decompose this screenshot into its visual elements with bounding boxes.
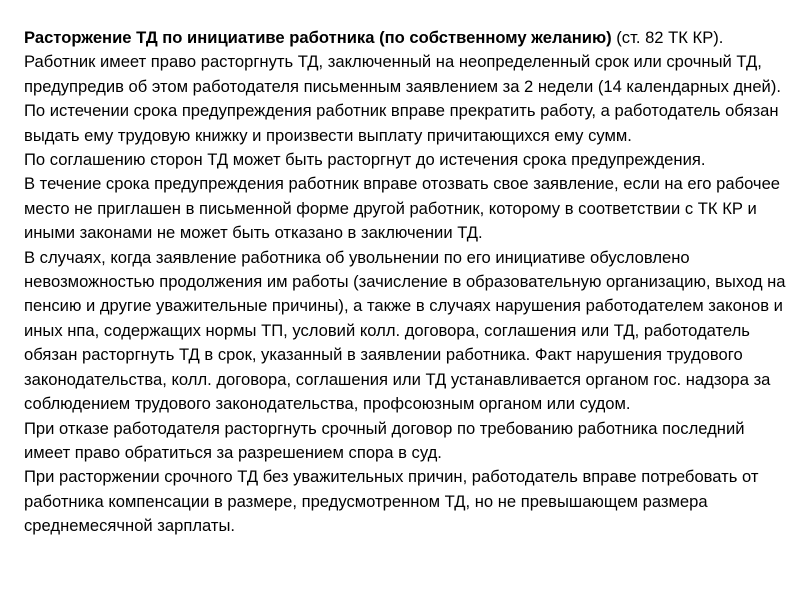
heading-article-reference: (ст. 82 ТК КР). <box>611 28 724 47</box>
paragraph-notice-period: Работник имеет право расторгнуть ТД, заключенный на неопределенный срок или срочный ТД, предупредив об этом работодателя письменным заявлением за 2 недели (14 календарных дней). По истечении срока предупреждения работник вправе прекратить работу, а работодатель обязан выдать ему трудовую книжку и произвести выплату причитающихся ему сумм. <box>24 52 781 145</box>
paragraph-withdraw-application: В течение срока предупреждения работник вправе отозвать свое заявление, если на его рабочее место не приглашен в письменной форме другой работник, которому в соответствии с ТК КР и иными законами не может быть отказано в заключении ТД. <box>24 174 781 243</box>
paragraph-employer-refusal: При отказе работодателя расторгнуть срочный договор по требованию работника последний имеет право обратиться за разрешением спора в суд. <box>24 418 745 462</box>
paragraph-mutual-agreement: По соглашению сторон ТД может быть расторгнут до истечения срока предупреждения. <box>24 150 706 170</box>
heading-title: Расторжение ТД по инициативе работника (по собственному желанию) <box>24 28 612 47</box>
slide-heading <box>24 26 786 50</box>
paragraph-compensation: При расторжении срочного ТД без уважительных причин, работодатель вправе потребовать от работника компенсации в размере, предусмотренном ТД, но не превышающем размера среднемесячной зарплаты. <box>24 467 759 536</box>
paragraph-valid-reasons: В случаях, когда заявление работника об увольнении по его инициативе обусловлено невозможностью продолжения им работы (зачисление в образовательную организацию, выход на пенсию и другие уважительные причины), а также в случаях нарушения работодателем законов и иных нпа, содержащих нормы ТП, условий колл. договора, соглашения или ТД, работодатель обязан расторгнуть ТД в срок, указанный в заявлении работника. Факт нарушения трудового законодательства, колл. договора, соглашения или ТД устанавливается органом гос. надзора за соблюдением трудового законодательства, профсоюзным органом или судом. <box>24 247 786 414</box>
